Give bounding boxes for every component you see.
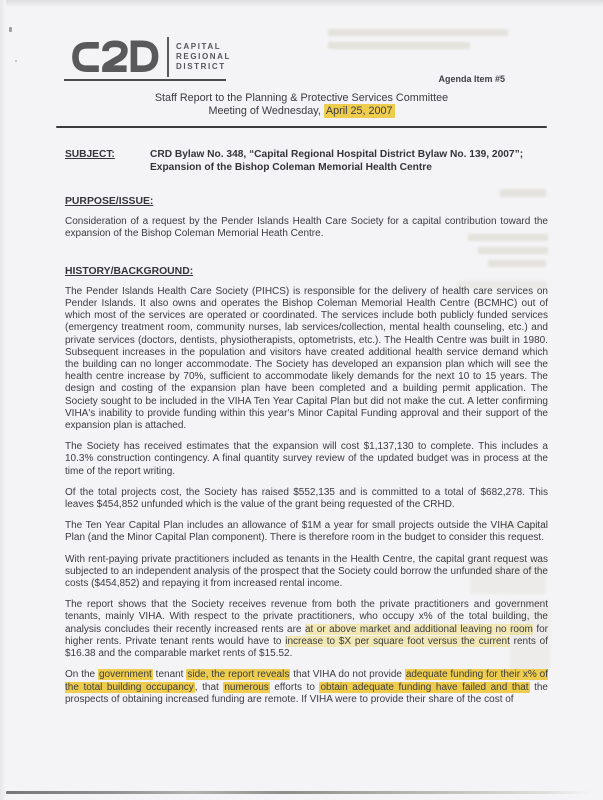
history-paragraph	[65, 520, 548, 544]
history-paragraph	[65, 554, 548, 591]
scan-speck	[9, 27, 12, 32]
scan-speck	[15, 60, 17, 62]
history-paragraph	[65, 441, 548, 478]
scan-edge-left	[0, 0, 6, 800]
logo-org-line: DISTRICT	[176, 62, 226, 71]
text-segment: The Society has received estimates that the expansion will cost $1,137,130 to complete. This includes a 10.3% construction contingency. A final quantity survey review of the updated budget was in process at the time of the report writing.	[65, 441, 548, 477]
subject-line-1: CRD Bylaw No. 348, “Capital Regional Hospital District Bylaw No. 139, 2007”;	[150, 149, 524, 160]
text-segment: Of the total projects cost, the Society has raised $552,135 and is committed to a total of $682,278. This leaves $454,852 unfunded which is the value of the grant being requested of the CRHD.	[65, 486, 548, 511]
bleed-through-artifact	[328, 42, 470, 49]
purpose-heading: PURPOSE/ISSUE:	[65, 196, 154, 207]
agenda-item-label: Agenda Item #5	[438, 74, 505, 84]
logo-org-line: CAPITAL	[176, 42, 222, 51]
bleed-through-artifact	[328, 29, 508, 36]
scan-edge-bottom	[6, 791, 591, 794]
highlighted-text: obtain adequate funding have failed and that	[320, 681, 529, 693]
text-segment: tenant	[152, 669, 187, 681]
history-paragraphs	[65, 286, 548, 706]
subject-line-2: Expansion of the Bishop Coleman Memorial Health Centre	[150, 162, 432, 173]
subject-text	[150, 148, 548, 174]
report-title-line: Staff Report to the Planning & Protective Services Committee	[154, 92, 449, 104]
text-segment: rents of $16.38 and the comparable market rents of $15.52.	[65, 635, 548, 660]
logo-org-line: REGIONAL	[176, 52, 232, 61]
highlighted-text: numerous	[224, 681, 269, 693]
history-heading: HISTORY/BACKGROUND:	[65, 265, 194, 277]
text-segment: efforts to	[269, 681, 320, 693]
text-segment: On the	[65, 669, 98, 681]
history-paragraph	[65, 286, 548, 432]
history-paragraph	[65, 599, 548, 660]
meeting-date-prefix: Meeting of Wednesday,	[208, 105, 324, 117]
header-rule	[56, 126, 547, 128]
report-body	[65, 148, 548, 715]
text-segment: , that	[194, 681, 224, 693]
highlighted-text: government	[98, 669, 152, 681]
history-paragraph	[65, 669, 548, 706]
crd-logo	[64, 37, 231, 77]
logo-divider	[167, 37, 169, 77]
highlighted-text: at or above market and additional leaving no room	[304, 623, 533, 635]
text-segment: The report shows that the Society receives revenue from both the private practitioners and government tenants, mainly VIHA. With respect to the private practitioners, who occupy x% of the total building, the analysis concludes their recently increased rents are	[65, 599, 548, 635]
purpose-paragraph: Consideration of a request by the Pender Islands Health Care Society for a capital contribution toward the expansion of the Bishop Coleman Memorial Heath Centre.	[65, 216, 548, 240]
text-segment: The Pender Islands Health Care Society (PIHCS) is responsible for the delivery of health care services on Pender Islands. It also owns and operates the Bishop Coleman Memorial Health Centre (BCMHC) out of which most of the services are operated or coordinated. The services include both publicly funded services (emergency treatment room, community nurses, lab services/collection, mental health counseling, etc.) and private services (doctors, dentists, physiotherapists, optometrists, etc.). The Health Centre was built in 1980. Subsequent increases in the population and visitors have created additional health service demand which the building can no longer accommodate. The Society has developed an expansion plan which will see the health centre increase by 70%, sufficient to accommodate likely demands for the next 10 to 15 years. The design and costing of the expansion plan have been completed and a building permit application. The Society sought to be included in the VIHA Ten Year Capital Plan but did not make the cut. A letter confirming VIHA's inability to provide funding within this year's Minor Capital Funding approval and their support of the expansion plan is attached.	[65, 285, 548, 432]
text-segment: for higher rents. Private tenant rents would have to	[65, 623, 548, 647]
highlighted-text: adequate funding for their x% of the total building occupancy	[65, 669, 549, 693]
scan-edge-top	[0, 0, 603, 7]
subject-block	[65, 148, 548, 174]
text-segment: that VIHA do not provide	[290, 669, 405, 681]
text-segment: the prospects of obtaining increased funding are remote. If VIHA were to provide their share of the cost of	[65, 681, 548, 705]
subject-label: SUBJECT:	[65, 149, 115, 160]
highlighted-text: side, the report reveals	[187, 669, 290, 681]
highlighted-text: increase to $X per square foot versus the current	[285, 635, 510, 647]
meeting-date-highlight: April 25, 2007	[325, 105, 393, 117]
meeting-date-line	[0, 105, 603, 117]
crd-logo-letters-icon	[64, 38, 160, 76]
logo-org-name	[176, 42, 231, 72]
history-paragraph	[65, 487, 548, 511]
text-segment: The Ten Year Capital Plan includes an allowance of $1M a year for small projects outside the VIHA Capital Plan (and the Minor Capital Plan component). There is therefore room in the budget to consider this request.	[65, 520, 548, 544]
logo-underline	[64, 79, 226, 81]
text-segment: With rent-paying private practitioners included as tenants in the Health Centre, the capital grant request was subjected to an independent analysis of the prospect that the Society could borrow the unfunded share of the costs ($454,852) and repaying it from increased rental income.	[65, 553, 548, 590]
